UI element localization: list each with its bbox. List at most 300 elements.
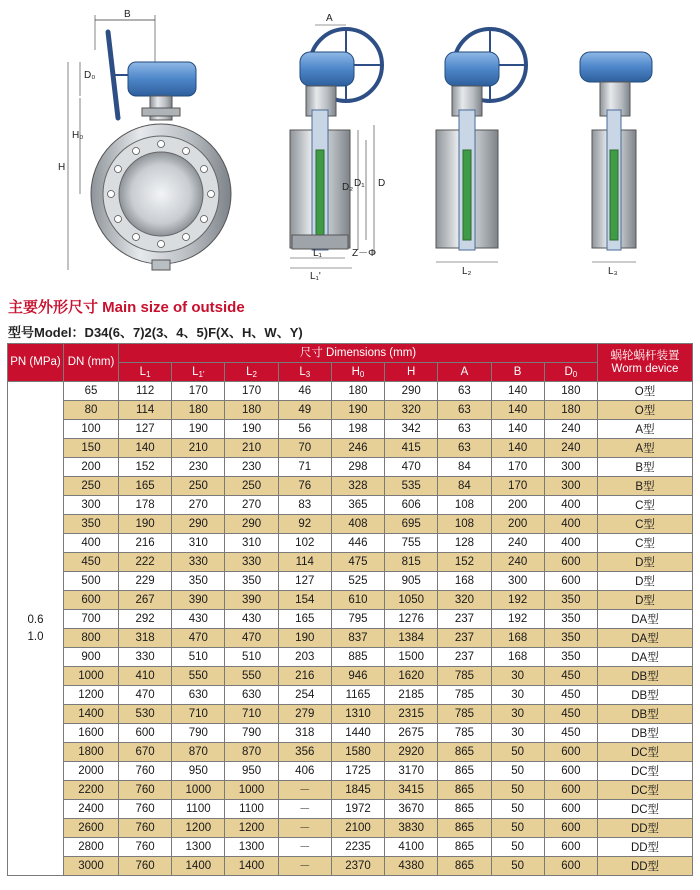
dimension-cell: 1725	[331, 762, 384, 781]
dimension-cell: 170	[491, 477, 544, 496]
dimension-cell: 63	[438, 439, 491, 458]
dimension-cell: 168	[491, 648, 544, 667]
dimension-cell: 210	[172, 439, 225, 458]
dn-cell: 400	[64, 534, 119, 553]
dimension-cell: 152	[438, 553, 491, 572]
dimension-cell: 300	[491, 572, 544, 591]
dimension-cell: 190	[172, 420, 225, 439]
dimension-cell: 63	[438, 401, 491, 420]
model-line: 型号Model：D34(6、7)2(3、4、5)F(X、H、W、Y)	[8, 325, 303, 340]
dimension-cell: 470	[119, 686, 172, 705]
worm-type-cell: DA型	[598, 629, 693, 648]
dimension-cell: 4380	[385, 857, 438, 876]
dimension-cell: 408	[331, 515, 384, 534]
dimension-cell: 530	[119, 705, 172, 724]
dimension-cell: 127	[119, 420, 172, 439]
dimension-cell: 240	[491, 553, 544, 572]
dimension-cell: 450	[544, 724, 597, 743]
dimension-cell: 785	[438, 686, 491, 705]
dn-cell: 350	[64, 515, 119, 534]
dimension-cell: 410	[119, 667, 172, 686]
worm-type-cell: DB型	[598, 724, 693, 743]
dimension-cell: 180	[225, 401, 278, 420]
dimension-cell: 240	[544, 439, 597, 458]
dimension-cell: 710	[225, 705, 278, 724]
dimension-cell: 400	[544, 515, 597, 534]
dimension-cell: 470	[385, 458, 438, 477]
table-row	[8, 667, 693, 686]
section-title: 主要外形尺寸 Main size of outside	[8, 299, 245, 316]
dimension-cell: 50	[491, 857, 544, 876]
worm-device-header: 蜗轮蜗杆装置 Worm device	[598, 344, 693, 382]
dn-cell: 1600	[64, 724, 119, 743]
dimension-cell: 50	[491, 838, 544, 857]
dimension-cell: 350	[544, 648, 597, 667]
table-row	[8, 534, 693, 553]
dim-Z-label: Z－Φ	[352, 248, 377, 259]
dimension-cell: 946	[331, 667, 384, 686]
dn-cell: 450	[64, 553, 119, 572]
dimension-cell: 870	[225, 743, 278, 762]
dimension-cell: 600	[544, 781, 597, 800]
dimension-cell: 390	[172, 591, 225, 610]
dimension-cell: 50	[491, 800, 544, 819]
side-view-3	[580, 52, 652, 277]
worm-type-cell: D型	[598, 572, 693, 591]
dimension-cell: 200	[491, 515, 544, 534]
dimension-cell: 140	[119, 439, 172, 458]
dn-cell: 600	[64, 591, 119, 610]
table-row	[8, 800, 693, 819]
dimension-cell: 865	[438, 857, 491, 876]
dim-L1p-label: L₁'	[310, 271, 321, 282]
dn-cell: 1000	[64, 667, 119, 686]
dimension-cell: 610	[331, 591, 384, 610]
dn-cell: 800	[64, 629, 119, 648]
dimension-cell: 279	[278, 705, 331, 724]
dimension-cell: 76	[278, 477, 331, 496]
valve-drawings	[0, 0, 700, 290]
dimension-cell: 46	[278, 382, 331, 401]
dimension-cell: 885	[331, 648, 384, 667]
dimension-cell: 290	[225, 515, 278, 534]
dn-cell: 1400	[64, 705, 119, 724]
dimension-cell: 165	[119, 477, 172, 496]
dimension-cell: 190	[225, 420, 278, 439]
dimension-cell: 550	[225, 667, 278, 686]
dn-cell: 2000	[64, 762, 119, 781]
dimension-cell: －	[278, 781, 331, 800]
table-row	[8, 591, 693, 610]
dimension-cell: 2675	[385, 724, 438, 743]
dimension-cell: 1000	[172, 781, 225, 800]
dimension-cell: 71	[278, 458, 331, 477]
dimension-cell: 180	[544, 401, 597, 420]
worm-type-cell: DB型	[598, 705, 693, 724]
dimension-cell: 865	[438, 819, 491, 838]
dimension-cell: 390	[225, 591, 278, 610]
table-row	[8, 648, 693, 667]
dimension-cell: 270	[225, 496, 278, 515]
dimension-cell: 165	[278, 610, 331, 629]
dimension-cell: 510	[172, 648, 225, 667]
sub-header-3: $L_3$	[278, 363, 331, 382]
dimension-cell: 203	[278, 648, 331, 667]
dimension-cell: 400	[544, 534, 597, 553]
worm-type-cell: A型	[598, 439, 693, 458]
table-row	[8, 610, 693, 629]
dimension-cell: 2315	[385, 705, 438, 724]
dn-cell: 300	[64, 496, 119, 515]
dimension-cell: 1300	[172, 838, 225, 857]
dimension-cell: 365	[331, 496, 384, 515]
dimension-cell: 3670	[385, 800, 438, 819]
dim-A-label: A	[326, 13, 333, 24]
dimension-cell: 170	[225, 382, 278, 401]
worm-type-cell: DC型	[598, 781, 693, 800]
dimension-cell: 1400	[225, 857, 278, 876]
dimension-cell: 450	[544, 667, 597, 686]
worm-type-cell: C型	[598, 534, 693, 553]
dimension-cell: 1440	[331, 724, 384, 743]
dim-H0-label: H₀	[72, 130, 84, 141]
dimension-cell: 237	[438, 648, 491, 667]
dimension-cell: 30	[491, 724, 544, 743]
dimension-cell: 237	[438, 610, 491, 629]
dimension-cell: 50	[491, 762, 544, 781]
dn-cell: 80	[64, 401, 119, 420]
dim-L2-label: L₂	[462, 266, 472, 277]
dimension-cell: 1400	[172, 857, 225, 876]
dimension-cell: 1200	[172, 819, 225, 838]
dimension-cell: 600	[544, 762, 597, 781]
dn-cell: 2600	[64, 819, 119, 838]
dimension-cell: 192	[491, 610, 544, 629]
dimension-cell: 180	[172, 401, 225, 420]
dimension-cell: 127	[278, 572, 331, 591]
dimension-cell: －	[278, 819, 331, 838]
dimension-cell: 92	[278, 515, 331, 534]
worm-type-cell: DB型	[598, 686, 693, 705]
dimension-cell: 3170	[385, 762, 438, 781]
dimension-cell: 50	[491, 743, 544, 762]
dimension-cell: 600	[119, 724, 172, 743]
dimension-cell: 600	[544, 857, 597, 876]
pn-header: PN (MPa)	[8, 344, 64, 382]
dimension-cell: 2100	[331, 819, 384, 838]
worm-type-cell: B型	[598, 477, 693, 496]
dimension-cell: 790	[172, 724, 225, 743]
dimension-cell: 3830	[385, 819, 438, 838]
dimension-cell: 140	[491, 420, 544, 439]
dimension-cell: 905	[385, 572, 438, 591]
dimension-cell: 356	[278, 743, 331, 762]
dimension-cell: 1310	[331, 705, 384, 724]
dimension-cell: 216	[278, 667, 331, 686]
table-row	[8, 705, 693, 724]
dimension-cell: 350	[544, 629, 597, 648]
dimension-cell: 342	[385, 420, 438, 439]
dimension-cell: 102	[278, 534, 331, 553]
worm-type-cell: DD型	[598, 819, 693, 838]
dimension-cell: 760	[119, 838, 172, 857]
sub-header-8: $D_0$	[544, 363, 597, 382]
dimension-cell: 450	[544, 686, 597, 705]
table-row	[8, 743, 693, 762]
dimension-cell: 1165	[331, 686, 384, 705]
dimension-cell: 1384	[385, 629, 438, 648]
dimension-cell: 190	[278, 629, 331, 648]
dimension-cell: 600	[544, 800, 597, 819]
dimension-cell: 192	[491, 591, 544, 610]
dimension-cell: 865	[438, 762, 491, 781]
dimension-cell: 785	[438, 724, 491, 743]
dimension-cell: 695	[385, 515, 438, 534]
dimension-cell: 755	[385, 534, 438, 553]
table-row	[8, 781, 693, 800]
dimension-cell: 950	[172, 762, 225, 781]
dimension-cell: 4100	[385, 838, 438, 857]
dimension-cell: 180	[544, 382, 597, 401]
dimension-cell: 267	[119, 591, 172, 610]
dimension-cell: 190	[331, 401, 384, 420]
front-view	[58, 9, 231, 270]
dimension-cell: 178	[119, 496, 172, 515]
dimension-cell: 785	[438, 705, 491, 724]
dimension-cell: 240	[544, 420, 597, 439]
dimension-cell: 108	[438, 515, 491, 534]
dimension-cell: 30	[491, 705, 544, 724]
dimension-cell: 320	[385, 401, 438, 420]
dimension-cell: 1972	[331, 800, 384, 819]
dimension-cell: 318	[278, 724, 331, 743]
dimension-cell: 450	[544, 705, 597, 724]
table-body	[8, 382, 693, 876]
table-row	[8, 382, 693, 401]
dimension-cell: 550	[172, 667, 225, 686]
dimension-cell: 600	[544, 743, 597, 762]
dimension-cell: 350	[225, 572, 278, 591]
table-row	[8, 553, 693, 572]
dimension-cell: 760	[119, 800, 172, 819]
dn-cell: 2800	[64, 838, 119, 857]
dimension-cell: 140	[491, 401, 544, 420]
dimension-cell: 254	[278, 686, 331, 705]
dn-header: DN (mm)	[64, 344, 119, 382]
dimension-cell: 865	[438, 838, 491, 857]
dimension-cell: 298	[331, 458, 384, 477]
dimension-cell: 950	[225, 762, 278, 781]
dimension-cell: 222	[119, 553, 172, 572]
worm-type-cell: A型	[598, 420, 693, 439]
dimension-cell: 50	[491, 781, 544, 800]
dimension-cell: 318	[119, 629, 172, 648]
sub-header-4: $H_0$	[331, 363, 384, 382]
dimension-cell: 525	[331, 572, 384, 591]
dimension-cell: 2920	[385, 743, 438, 762]
dimension-cell: 1050	[385, 591, 438, 610]
dimension-cell: 790	[225, 724, 278, 743]
dimension-cell: 216	[119, 534, 172, 553]
dimensions-table	[7, 343, 693, 876]
dimension-cell: 1845	[331, 781, 384, 800]
dn-cell: 700	[64, 610, 119, 629]
dimension-cell: 310	[172, 534, 225, 553]
side-section-view	[290, 13, 385, 282]
dimension-cell: 330	[119, 648, 172, 667]
dimension-cell: －	[278, 838, 331, 857]
dimension-cell: 310	[225, 534, 278, 553]
dimension-cell: 290	[385, 382, 438, 401]
dimension-cell: 406	[278, 762, 331, 781]
dn-cell: 1200	[64, 686, 119, 705]
dimension-cell: 815	[385, 553, 438, 572]
dimension-cell: 795	[331, 610, 384, 629]
table-row	[8, 762, 693, 781]
worm-type-cell: DA型	[598, 648, 693, 667]
dimension-cell: 1276	[385, 610, 438, 629]
table-row	[8, 420, 693, 439]
worm-type-cell: DD型	[598, 838, 693, 857]
sub-header-5: H	[385, 363, 438, 382]
dimension-cell: 600	[544, 572, 597, 591]
dimension-cell: 1200	[225, 819, 278, 838]
dimension-cell: 49	[278, 401, 331, 420]
dimension-cell: 84	[438, 477, 491, 496]
table-row	[8, 857, 693, 876]
dimension-cell: 56	[278, 420, 331, 439]
dimension-cell: 475	[331, 553, 384, 572]
dim-D0-label: D₀	[84, 70, 96, 81]
dimension-cell: 168	[438, 572, 491, 591]
dimension-cell: 760	[119, 762, 172, 781]
dimension-cell: 180	[331, 382, 384, 401]
dimension-cell: 606	[385, 496, 438, 515]
worm-type-cell: B型	[598, 458, 693, 477]
dimension-cell: 2235	[331, 838, 384, 857]
dim-D1-label: D₁	[354, 178, 365, 189]
dimension-cell: 865	[438, 781, 491, 800]
worm-type-cell: DA型	[598, 610, 693, 629]
dimension-cell: 470	[172, 629, 225, 648]
dimension-cell: 114	[278, 553, 331, 572]
dimension-cell: 535	[385, 477, 438, 496]
dimension-cell: 1100	[225, 800, 278, 819]
dimension-cell: 170	[172, 382, 225, 401]
worm-type-cell: DD型	[598, 857, 693, 876]
dim-B-label: B	[124, 9, 131, 20]
dimension-cell: 630	[172, 686, 225, 705]
table-row	[8, 572, 693, 591]
table-row	[8, 458, 693, 477]
dimension-cell: 865	[438, 800, 491, 819]
dimension-cell: －	[278, 800, 331, 819]
dimension-cell: 670	[119, 743, 172, 762]
worm-type-cell: O型	[598, 382, 693, 401]
dimension-cell: 30	[491, 686, 544, 705]
pn-cell: 0.6 1.0	[8, 382, 64, 876]
dimension-cell: 112	[119, 382, 172, 401]
dimension-cell: 600	[544, 819, 597, 838]
worm-type-cell: C型	[598, 515, 693, 534]
dimension-cell: 470	[225, 629, 278, 648]
worm-type-cell: C型	[598, 496, 693, 515]
sub-header-2: $L_2$	[225, 363, 278, 382]
sub-header-6: A	[438, 363, 491, 382]
dimension-cell: 300	[544, 458, 597, 477]
dn-cell: 250	[64, 477, 119, 496]
dn-cell: 2400	[64, 800, 119, 819]
side-view-2	[436, 29, 526, 277]
dn-cell: 500	[64, 572, 119, 591]
dimension-cell: 760	[119, 781, 172, 800]
dimension-cell: 1300	[225, 838, 278, 857]
worm-type-cell: DC型	[598, 762, 693, 781]
dimension-cell: 230	[172, 458, 225, 477]
dimension-cell: 168	[491, 629, 544, 648]
dimension-cell: 128	[438, 534, 491, 553]
dimension-cell: 710	[172, 705, 225, 724]
dimension-cell: 330	[172, 553, 225, 572]
dimension-cell: 400	[544, 496, 597, 515]
worm-type-cell: O型	[598, 401, 693, 420]
dimension-cell: 870	[172, 743, 225, 762]
dimension-cell: 837	[331, 629, 384, 648]
dimension-cell: 2370	[331, 857, 384, 876]
dimension-cell: 3415	[385, 781, 438, 800]
dimension-cell: 760	[119, 857, 172, 876]
dim-D2-label: D₂	[342, 182, 354, 193]
dimension-cell: 30	[491, 667, 544, 686]
dn-cell: 2200	[64, 781, 119, 800]
dimension-cell: 198	[331, 420, 384, 439]
dimension-cell: 330	[225, 553, 278, 572]
worm-type-cell: D型	[598, 591, 693, 610]
table-row	[8, 838, 693, 857]
dimension-cell: 290	[172, 515, 225, 534]
dimension-cell: 83	[278, 496, 331, 515]
dimension-cell: 246	[331, 439, 384, 458]
dimension-cell: 300	[544, 477, 597, 496]
worm-type-cell: D型	[598, 553, 693, 572]
sub-header-0: $L_1$	[119, 363, 172, 382]
dimension-cell: 865	[438, 743, 491, 762]
dimension-cell: 50	[491, 819, 544, 838]
dimension-cell: 210	[225, 439, 278, 458]
dimension-cell: 230	[225, 458, 278, 477]
table-row	[8, 686, 693, 705]
dimension-cell: 760	[119, 819, 172, 838]
dim-L1-label: L₁	[313, 248, 322, 259]
dimension-cell: 350	[172, 572, 225, 591]
dimension-cell: 240	[491, 534, 544, 553]
dimension-cell: 1580	[331, 743, 384, 762]
dim-D-label: D	[378, 178, 386, 189]
dimension-cell: 63	[438, 420, 491, 439]
worm-type-cell: DB型	[598, 667, 693, 686]
dimension-cell: 170	[491, 458, 544, 477]
dimension-cell: 600	[544, 838, 597, 857]
dimension-cell: 200	[491, 496, 544, 515]
dimension-cell: 250	[172, 477, 225, 496]
table-row	[8, 401, 693, 420]
dimension-cell: 70	[278, 439, 331, 458]
dimension-cell: 350	[544, 610, 597, 629]
dimension-cell: 270	[172, 496, 225, 515]
dimension-cell: 84	[438, 458, 491, 477]
dimension-cell: 140	[491, 439, 544, 458]
dimension-cell: 630	[225, 686, 278, 705]
